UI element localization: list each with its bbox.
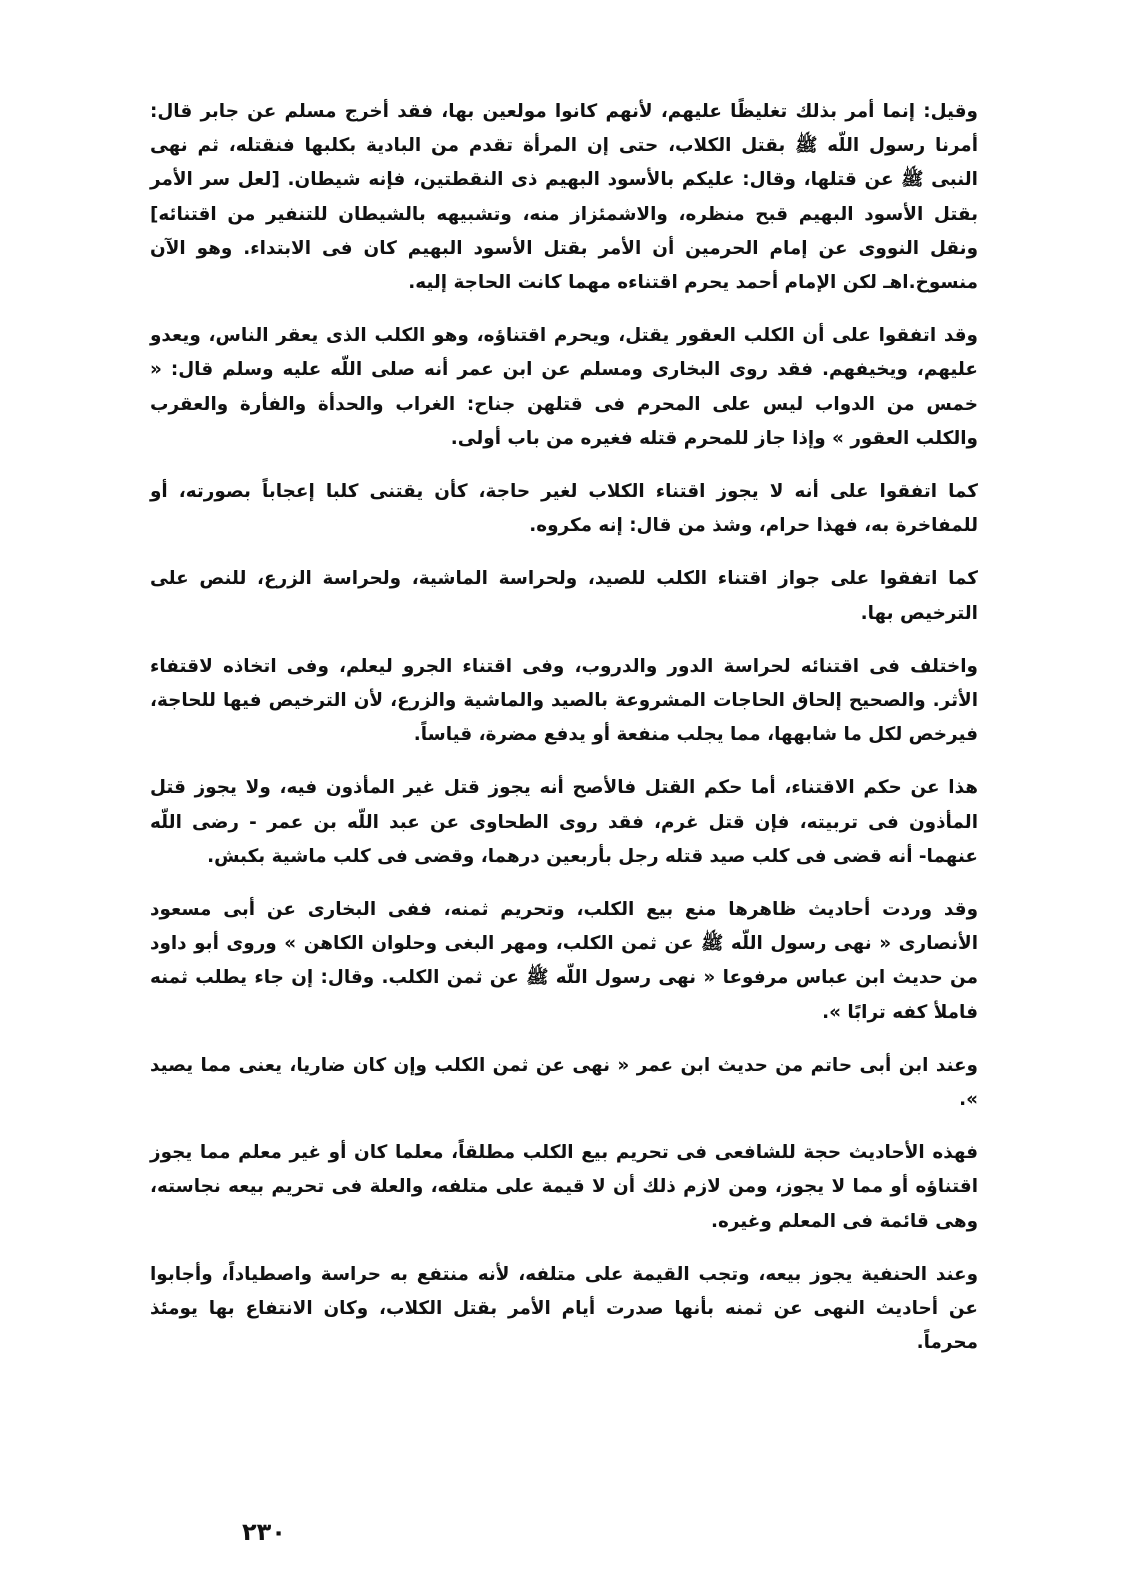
paragraph: وقد وردت أحاديث ظاهرها منع بيع الكلب، وتحريم ثمنه، ففى البخارى عن أبى مسعود الأنصارى « نهى رسول اللّه ﷺ عن ثمن الكلب، ومهر البغى وحلوان الكاهن » وروى أبو داود من حديث ابن عباس مرفوعا « نهى رسول اللّه ﷺ عن ثمن الكلب. وقال: إن جاء يطلب ثمنه فاملأ كفه ترابًا ».: [150, 899, 978, 1023]
paragraph: وقد اتفقوا على أن الكلب العقور يقتل، ويحرم اقتناؤه، وهو الكلب الذى يعقر الناس، ويعدو عليهم، ويخيفهم. فقد روى البخارى ومسلم عن ابن عمر أنه صلى اللّه عليه وسلم قال: « خمس من الدواب ليس على المحرم فى قتلهن جناح: الغراب والحدأة والفأرة والعقرب والكلب العقور » وإذا جاز للمحرم قتله فغيره من باب أولى.: [150, 325, 978, 449]
paragraph: وعند ابن أبى حاتم من حديث ابن عمر « نهى عن ثمن الكلب وإن كان ضاريا، يعنى مما يصيد ».: [150, 1054, 978, 1111]
paragraph: واختلف فى اقتنائه لحراسة الدور والدروب، وفى اقتناء الجرو ليعلم، وفى اتخاذه لاقتفاء الأثر. والصحيح إلحاق الحاجات المشروعة بالصيد والماشية والزرع، لأن الترخيص فيها للحاجة، فيرخص لكل ما شابهها، مما يجلب منفعة أو يدفع مضرة، قياساً.: [150, 655, 978, 746]
paragraph: فهذه الأحاديث حجة للشافعى فى تحريم بيع الكلب مطلقاً، معلما كان أو غير معلم مما يجوز اقتناؤه أو مما لا يجوز، ومن لازم ذلك أن لا قيمة على متلفه، والعلة فى تحريم بيعه نجاسته، وهى قائمة فى المعلم وغيره.: [150, 1142, 978, 1232]
page-number: ٢٣٠: [242, 1518, 286, 1546]
paragraph: وعند الحنفية يجوز بيعه، وتجب القيمة على متلفه، لأنه منتفع به حراسة واصطياداً، وأجابوا عن أحاديث النهى عن ثمنه بأنها صدرت أيام الأمر بقتل الكلاب، وكان الانتفاع بها يومئذ محرماً.: [150, 1263, 978, 1354]
paragraph: هذا عن حكم الاقتناء، أما حكم القتل فالأصح أنه يجوز قتل غير المأذون فيه، ولا يجوز قتل المأذون فى تربيته، فإن قتل غرم، فقد روى الطحاوى عن عبد اللّه بن عمر - رضى اللّه عنهما- أنه قضى فى كلب صيد قتله رجل بأربعين درهما، وقضى فى كلب ماشية بكبش.: [150, 777, 978, 867]
paragraph: كما اتفقوا على جواز اقتناء الكلب للصيد، ولحراسة الماشية، ولحراسة الزرع، للنص على الترخيص بها.: [150, 568, 978, 624]
paragraph: كما اتفقوا على أنه لا يجوز اقتناء الكلاب لغير حاجة، كأن يقتنى كلبا إعجاباً بصورته، أو للمفاخرة به، فهذا حرام، وشذ من قال: إنه مكروه.: [150, 481, 978, 537]
paragraph: وقيل: إنما أمر بذلك تغليظًا عليهم، لأنهم كانوا مولعين بها، فقد أخرج مسلم عن جابر قال: أمرنا رسول اللّه ﷺ بقتل الكلاب، حتى إن المرأة تقدم من البادية بكلبها فنقتله، ثم نهى النبى ﷺ عن قتلها، وقال: عليكم بالأسود البهيم ذى النقطتين، فإنه شيطان. [لعل سر الأمر بقتل الأسود البهيم قبح منظره، والاشمئزاز منه، وتشبيهه بالشيطان للتنفير من اقتنائه] ونقل النووى عن إمام الحرمين أن الأمر بقتل الأسود البهيم كان فى الابتداء. وهو الآن منسوخ.اهـ لكن الإمام أحمد يحرم اقتناءه مهما كانت الحاجة إليه.: [150, 101, 978, 294]
page-body: [150, 95, 978, 1485]
